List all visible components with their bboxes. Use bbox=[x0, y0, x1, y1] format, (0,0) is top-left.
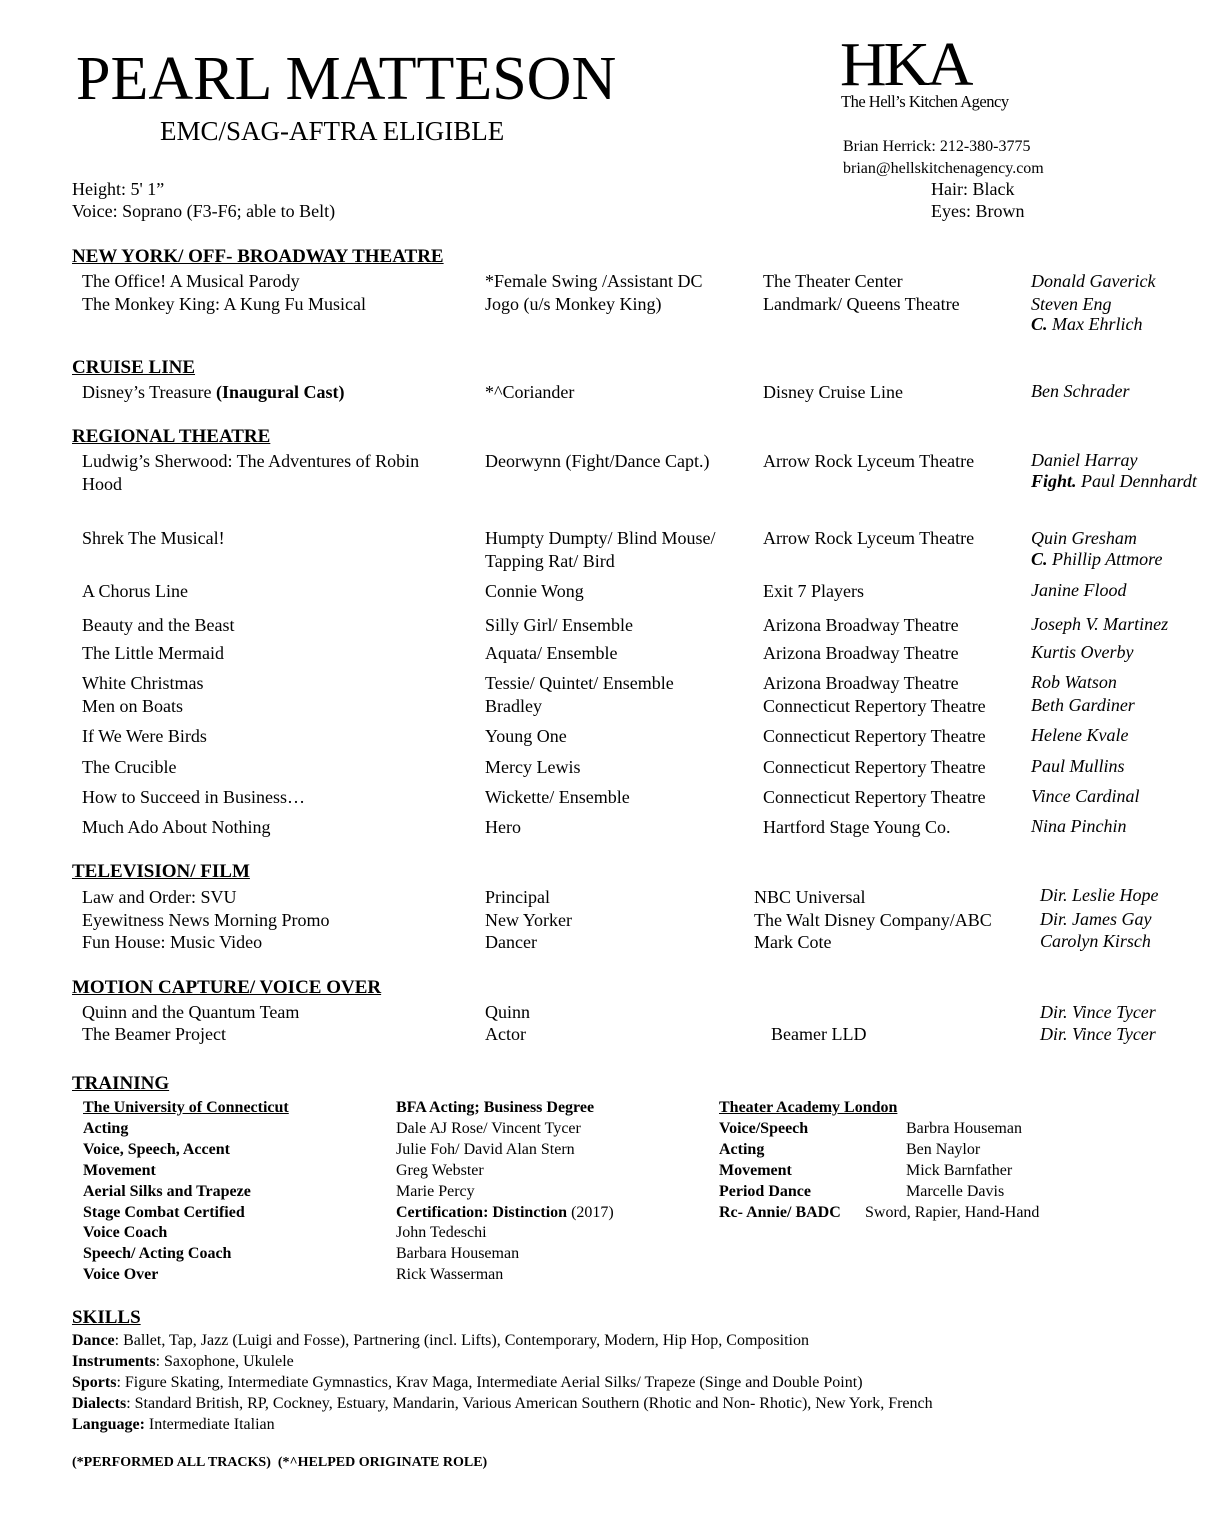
credit-venue: Landmark/ Queens Theatre bbox=[763, 294, 960, 314]
credit-director: Vince Cardinal bbox=[1031, 786, 1140, 806]
training-teacher: Julie Foh/ David Alan Stern bbox=[396, 1141, 575, 1158]
section-heading-regional: REGIONAL THEATRE bbox=[72, 426, 271, 447]
credit-role: Young One bbox=[485, 726, 567, 746]
credit-show-cont: Hood bbox=[82, 474, 122, 494]
credit-director: Kurtis Overby bbox=[1031, 642, 1134, 662]
credit-venue: NBC Universal bbox=[754, 887, 866, 907]
credit-show: Beauty and the Beast bbox=[82, 615, 235, 635]
credit-show: The Little Mermaid bbox=[82, 643, 224, 663]
section-heading-cruise: CRUISE LINE bbox=[72, 357, 196, 378]
credit-director: Quin Gresham bbox=[1031, 528, 1137, 548]
eye-color: Eyes: Brown bbox=[931, 201, 1025, 221]
section-heading-tv: TELEVISION/ FILM bbox=[72, 861, 250, 882]
training-label: Voice/Speech bbox=[719, 1120, 809, 1137]
skill-line: Sports: Figure Skating, Intermediate Gymnastics, Krav Maga, Intermediate Aerial Silks/ Trapeze (Singe and Double Point) bbox=[72, 1374, 863, 1391]
union-status: EMC/SAG-AFTRA ELIGIBLE bbox=[160, 116, 505, 146]
credit-show: White Christmas bbox=[82, 673, 204, 693]
credit-show: Law and Order: SVU bbox=[82, 887, 237, 907]
training-teacher: Greg Webster bbox=[396, 1162, 484, 1179]
training-label: Aerial Silks and Trapeze bbox=[83, 1183, 251, 1200]
credit-show: Fun House: Music Video bbox=[82, 932, 263, 952]
footnote: (*PERFORMED ALL TRACKS) (*^HELPED ORIGINATE ROLE) bbox=[72, 1455, 488, 1470]
credit-role: *^Coriander bbox=[485, 382, 575, 402]
credit-show: Disney’s Treasure (Inaugural Cast) bbox=[82, 382, 345, 402]
training-label: Rc- Annie/ BADC bbox=[719, 1204, 841, 1221]
credit-role: Bradley bbox=[485, 696, 542, 716]
credit-role: Quinn bbox=[485, 1002, 530, 1022]
credit-director: Helene Kvale bbox=[1031, 725, 1129, 745]
agency-logo-letters: HKA bbox=[840, 31, 971, 99]
credit-director: Paul Mullins bbox=[1031, 756, 1125, 776]
credit-role: Tessie/ Quintet/ Ensemble bbox=[485, 673, 674, 693]
credit-director: Steven Eng bbox=[1031, 294, 1112, 314]
credit-role: Silly Girl/ Ensemble bbox=[485, 615, 633, 635]
credit-fight-director: Fight. Paul Dennhardt bbox=[1031, 471, 1197, 491]
training-teacher: Marie Percy bbox=[396, 1183, 475, 1200]
section-heading-ny: NEW YORK/ OFF- BROADWAY THEATRE bbox=[72, 246, 444, 267]
credit-venue: Beamer LLD bbox=[771, 1024, 867, 1044]
credit-director: Donald Gaverick bbox=[1031, 271, 1156, 291]
agent-contact: Brian Herrick: 212-380-3775 bbox=[843, 138, 1031, 155]
credit-director: Daniel Harray bbox=[1031, 450, 1138, 470]
training-teacher: Mick Barnfather bbox=[906, 1162, 1013, 1179]
credit-director: Beth Gardiner bbox=[1031, 695, 1135, 715]
agent-email[interactable]: brian@hellskitchenagency.com bbox=[843, 160, 1044, 177]
credit-role: Humpty Dumpty/ Blind Mouse/ bbox=[485, 528, 716, 548]
credit-director: Dir. James Gay bbox=[1040, 909, 1152, 929]
credit-director: Dir. Vince Tycer bbox=[1040, 1002, 1156, 1022]
credit-role: Wickette/ Ensemble bbox=[485, 787, 630, 807]
skill-line: Language: Intermediate Italian bbox=[72, 1416, 275, 1433]
training-teacher: Barbra Houseman bbox=[906, 1120, 1022, 1137]
credit-show: Eyewitness News Morning Promo bbox=[82, 910, 330, 930]
credit-role-cont: Tapping Rat/ Bird bbox=[485, 551, 615, 571]
credit-show: Quinn and the Quantum Team bbox=[82, 1002, 300, 1022]
training-teacher: Barbara Houseman bbox=[396, 1245, 520, 1262]
training-label: Movement bbox=[83, 1162, 156, 1179]
credit-director: Rob Watson bbox=[1031, 672, 1117, 692]
training-label: Acting bbox=[719, 1141, 765, 1158]
credit-show: The Beamer Project bbox=[82, 1024, 226, 1044]
training-teacher: Sword, Rapier, Hand-Hand bbox=[865, 1204, 1040, 1221]
actor-name: PEARL MATTESON bbox=[76, 45, 617, 113]
credit-role: Dancer bbox=[485, 932, 537, 952]
training-label: Speech/ Acting Coach bbox=[83, 1245, 232, 1262]
credit-venue: Connecticut Repertory Theatre bbox=[763, 696, 986, 716]
training-teacher: Ben Naylor bbox=[906, 1141, 981, 1158]
credit-director: Carolyn Kirsch bbox=[1040, 931, 1151, 951]
credit-show: A Chorus Line bbox=[82, 581, 188, 601]
credit-venue: Hartford Stage Young Co. bbox=[763, 817, 951, 837]
skill-line: Dialects: Standard British, RP, Cockney, Estuary, Mandarin, Various American Southern (Rhotic and Non- Rhotic), New York, French bbox=[72, 1395, 933, 1412]
credit-role: *Female Swing /Assistant DC bbox=[485, 271, 703, 291]
credit-venue: Arizona Broadway Theatre bbox=[763, 643, 959, 663]
credit-show: The Crucible bbox=[82, 757, 177, 777]
credit-venue: The Theater Center bbox=[763, 271, 903, 291]
credit-show: The Monkey King: A Kung Fu Musical bbox=[82, 294, 366, 314]
training-teacher: Dale AJ Rose/ Vincent Tycer bbox=[396, 1120, 581, 1137]
credit-role: Connie Wong bbox=[485, 581, 584, 601]
training-teacher: Rick Wasserman bbox=[396, 1266, 504, 1283]
training-label: Movement bbox=[719, 1162, 792, 1179]
credit-venue: Exit 7 Players bbox=[763, 581, 864, 601]
training-label: Period Dance bbox=[719, 1183, 811, 1200]
credit-venue: Disney Cruise Line bbox=[763, 382, 903, 402]
credit-choreographer: C. Max Ehrlich bbox=[1031, 314, 1143, 334]
credit-venue: The Walt Disney Company/ABC bbox=[754, 910, 992, 930]
training-label: Voice Coach bbox=[83, 1224, 168, 1241]
credit-show: Shrek The Musical! bbox=[82, 528, 225, 548]
credit-director: Janine Flood bbox=[1031, 580, 1127, 600]
training-school-2: Theater Academy London bbox=[719, 1099, 898, 1116]
credit-role: Deorwynn (Fight/Dance Capt.) bbox=[485, 451, 710, 471]
agency-tagline: The Hell’s Kitchen Agency bbox=[841, 92, 1009, 111]
skill-line: Dance: Ballet, Tap, Jazz (Luigi and Fosse), Partnering (incl. Lifts), Contemporary, Modern, Hip Hop, Composition bbox=[72, 1332, 809, 1349]
credit-venue: Mark Cote bbox=[754, 932, 832, 952]
credit-show: Much Ado About Nothing bbox=[82, 817, 271, 837]
section-heading-training: TRAINING bbox=[72, 1073, 170, 1094]
training-label: Voice Over bbox=[83, 1266, 159, 1283]
agency-logo bbox=[840, 31, 1009, 112]
training-teacher: John Tedeschi bbox=[396, 1224, 487, 1241]
voice-type: Voice: Soprano (F3-F6; able to Belt) bbox=[72, 201, 336, 221]
training-degree: BFA Acting; Business Degree bbox=[396, 1099, 595, 1116]
credit-role: Principal bbox=[485, 887, 550, 907]
height: Height: 5' 1” bbox=[72, 179, 165, 199]
credit-director: Dir. Vince Tycer bbox=[1040, 1024, 1156, 1044]
training-label: Acting bbox=[83, 1120, 129, 1137]
credit-director: Nina Pinchin bbox=[1031, 816, 1127, 836]
credit-show: Ludwig’s Sherwood: The Adventures of Robin bbox=[82, 451, 420, 471]
credit-role: Hero bbox=[485, 817, 521, 837]
credit-director: Ben Schrader bbox=[1031, 381, 1130, 401]
credit-role: Jogo (u/s Monkey King) bbox=[485, 294, 662, 314]
credit-show: How to Succeed in Business… bbox=[82, 787, 305, 807]
training-certification: Certification: Distinction (2017) bbox=[396, 1204, 614, 1221]
credit-venue: Arizona Broadway Theatre bbox=[763, 673, 959, 693]
credit-director: Dir. Leslie Hope bbox=[1040, 885, 1159, 905]
credit-venue: Arrow Rock Lyceum Theatre bbox=[763, 528, 975, 548]
credit-show: If We Were Birds bbox=[82, 726, 207, 746]
credit-venue: Connecticut Repertory Theatre bbox=[763, 757, 986, 777]
hair-color: Hair: Black bbox=[931, 179, 1015, 199]
skill-line: Instruments: Saxophone, Ukulele bbox=[72, 1353, 294, 1370]
credit-director: Joseph V. Martinez bbox=[1031, 614, 1169, 634]
credit-venue: Arrow Rock Lyceum Theatre bbox=[763, 451, 975, 471]
training-label: Stage Combat Certified bbox=[83, 1204, 245, 1221]
credit-show: The Office! A Musical Parody bbox=[82, 271, 300, 291]
credit-choreographer: C. Phillip Attmore bbox=[1031, 549, 1163, 569]
credit-role: New Yorker bbox=[485, 910, 572, 930]
credit-role: Aquata/ Ensemble bbox=[485, 643, 618, 663]
credit-venue: Arizona Broadway Theatre bbox=[763, 615, 959, 635]
credit-role: Actor bbox=[485, 1024, 526, 1044]
section-heading-mocap: MOTION CAPTURE/ VOICE OVER bbox=[72, 977, 382, 998]
section-heading-skills: SKILLS bbox=[72, 1307, 141, 1328]
credit-venue: Connecticut Repertory Theatre bbox=[763, 787, 986, 807]
credit-role: Mercy Lewis bbox=[485, 757, 581, 777]
credit-venue: Connecticut Repertory Theatre bbox=[763, 726, 986, 746]
training-teacher: Marcelle Davis bbox=[906, 1183, 1005, 1200]
credit-show: Men on Boats bbox=[82, 696, 183, 716]
training-label: Voice, Speech, Accent bbox=[83, 1141, 230, 1158]
training-school: The University of Connecticut bbox=[83, 1099, 289, 1116]
